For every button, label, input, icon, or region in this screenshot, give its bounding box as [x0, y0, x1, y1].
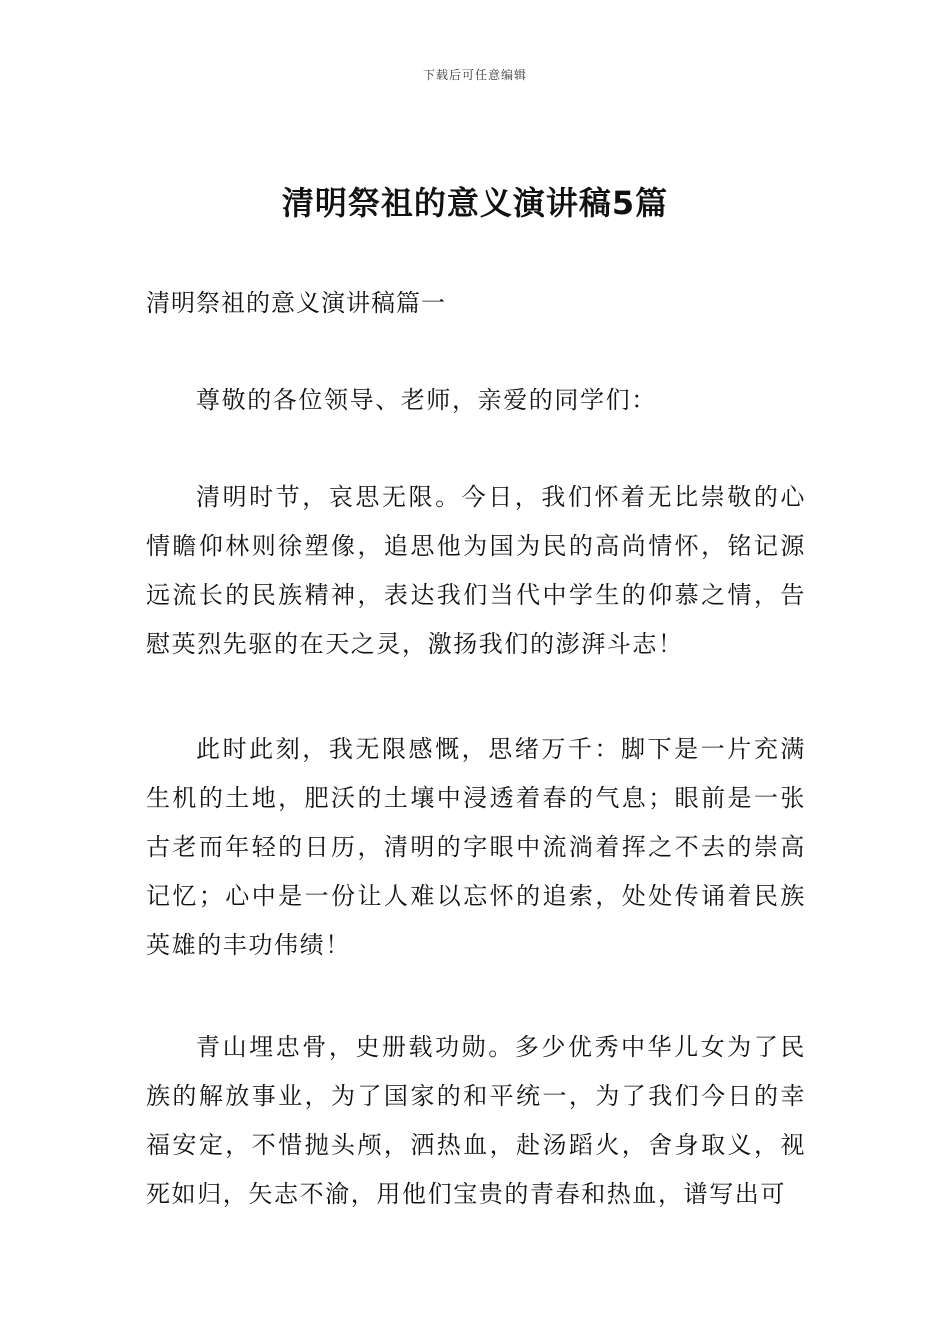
section-heading: 清明祭祖的意义演讲稿篇一	[146, 289, 446, 317]
salutation-paragraph: 尊敬的各位领导、老师，亲爱的同学们：	[196, 386, 657, 414]
body-paragraph-3: 青山埋忠骨，史册载功勋。多少优秀中华儿女为了民族的解放事业，为了国家的和平统一，为了我们今日的幸福安定，不惜抛头颅，洒热血，赴汤蹈火，舍身取义，视死如归，矢志不渝，用他们宝贵的青春和热血，谱写出可	[146, 1033, 806, 1208]
body-paragraph-1: 清明时节，哀思无限。今日，我们怀着无比崇敬的心情瞻仰林则徐塑像，追思他为国为民的高尚情怀，铭记源远流长的民族精神，表达我们当代中学生的仰慕之情，告慰英烈先驱的在天之灵，激扬我们的澎湃斗志！	[146, 483, 806, 658]
header-note: 下载后可任意编辑	[422, 68, 527, 82]
body-paragraph-2: 此时此刻，我无限感慨，思绪万千：脚下是一片充满生机的土地，肥沃的土壤中浸透着春的气息；眼前是一张古老而年轻的日历，清明的字眼中流淌着挥之不去的崇高记忆；心中是一份让人难以忘怀的追索，处处传诵着民族英雄的丰功伟绩！	[146, 735, 806, 959]
document-title: 清明祭祖的意义演讲稿5篇	[281, 184, 669, 222]
